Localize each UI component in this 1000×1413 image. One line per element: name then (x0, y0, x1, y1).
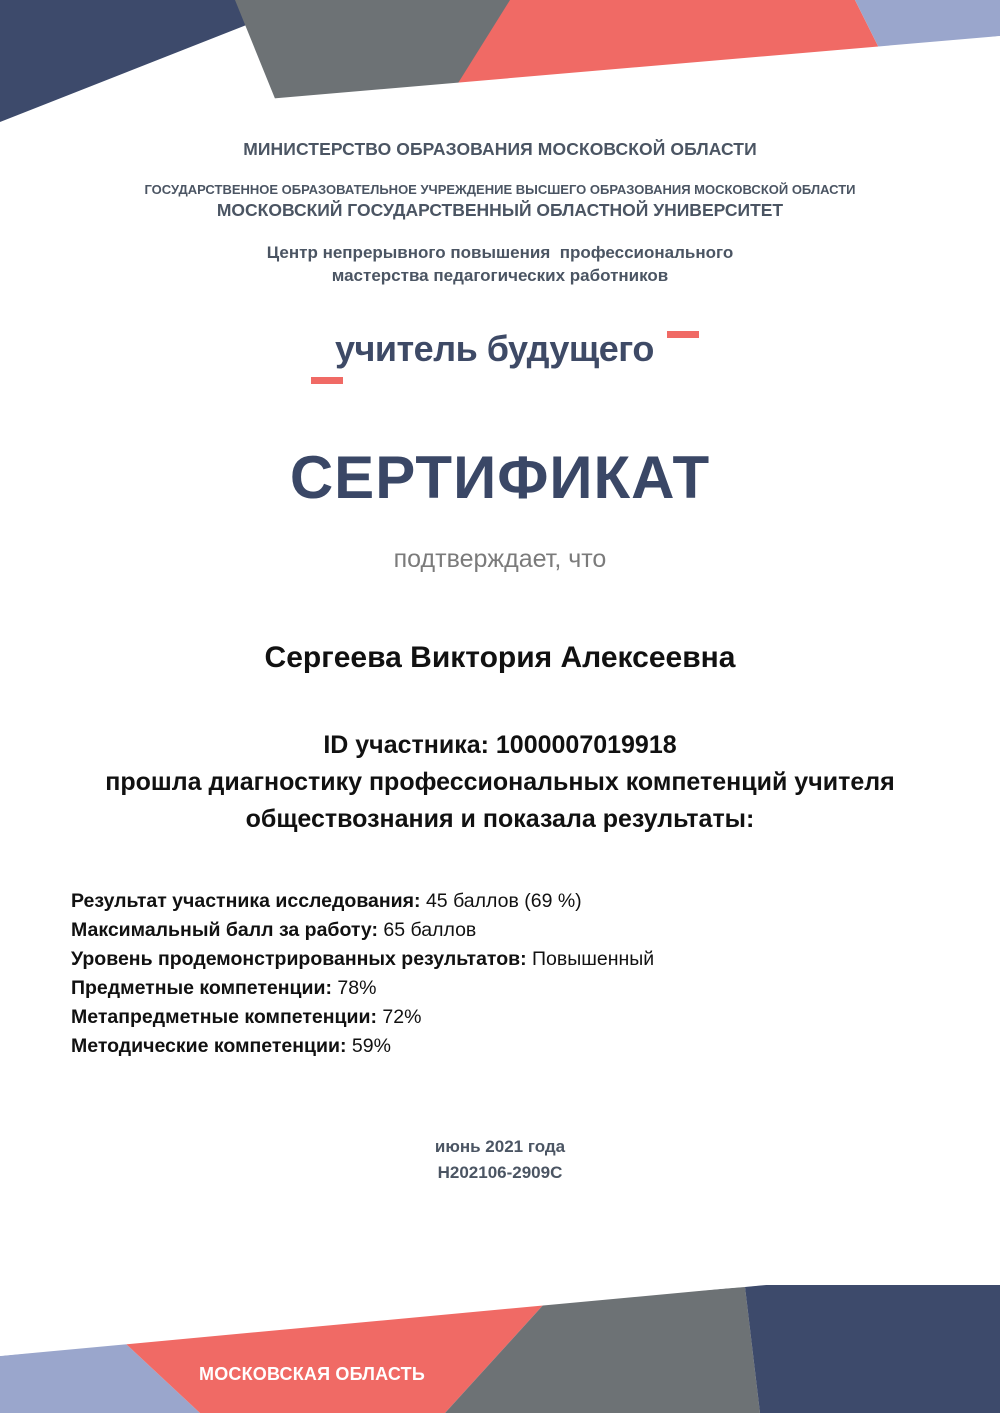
ministry-name: МИНИСТЕРСТВО ОБРАЗОВАНИЯ МОСКОВСКОЙ ОБЛАСТИ (243, 139, 757, 159)
result-row-level (71, 945, 951, 974)
region-label: МОСКОВСКАЯ ОБЛАСТЬ (199, 1364, 425, 1384)
university-name: МОСКОВСКИЙ ГОСУДАРСТВЕННЫЙ ОБЛАСТНОЙ УНИВЕРСИТЕТ (216, 200, 784, 220)
results-list (71, 887, 951, 1061)
result-value: 59% (346, 1035, 391, 1057)
result-row-max-score (71, 916, 951, 945)
result-label: Методические компетенции: (71, 1035, 347, 1057)
center-name (0, 241, 1000, 287)
result-value: 65 баллов (378, 919, 477, 941)
bottom-decorative-band (0, 1285, 1000, 1413)
center-name-line-1: Центр непрерывного повышения профессионального (266, 243, 734, 262)
result-row-score (71, 887, 951, 916)
certificate-title: СЕРТИФИКАТ (289, 444, 711, 511)
participant-id: ID участника: 1000007019918 (323, 731, 677, 759)
result-row-metasubject (71, 1003, 951, 1032)
confirms-text: подтверждает, что (393, 545, 607, 573)
result-label: Максимальный балл за работу: (71, 919, 379, 941)
participant-name: Сергеева Виктория Алексеевна (264, 641, 736, 674)
statement-block (0, 727, 1000, 838)
brand-accent-bar-bottom (311, 377, 343, 384)
result-value: 45 баллов (69 %) (420, 890, 582, 912)
result-label: Уровень продемонстрированных результатов: (71, 948, 527, 970)
center-name-line-2: мастерства педагогических работников (331, 266, 669, 285)
result-value: 72% (376, 1006, 422, 1028)
top-decorative-band (0, 0, 1000, 125)
certificate-code: Н202106-2909С (437, 1163, 563, 1182)
issue-date: июнь 2021 года (434, 1137, 566, 1156)
result-value: 78% (331, 977, 377, 999)
result-label: Результат участника исследования: (71, 890, 421, 912)
result-label: Предметные компетенции: (71, 977, 332, 999)
brand-logo (305, 325, 705, 390)
institution-type: ГОСУДАРСТВЕННОЕ ОБРАЗОВАТЕЛЬНОЕ УЧРЕЖДЕНИЕ ВЫСШЕГО ОБРАЗОВАНИЯ МОСКОВСКОЙ ОБЛАСТИ (144, 182, 856, 197)
statement-line-1: прошла диагностику профессиональных компетенций учителя (105, 768, 895, 796)
statement-line-2: обществознания и показала результаты: (245, 805, 755, 833)
brand-accent-bar-top (667, 331, 699, 338)
result-value: Повышенный (526, 948, 655, 970)
brand-name: учитель будущего (335, 328, 654, 369)
result-row-methodical (71, 1032, 951, 1061)
result-row-subject (71, 974, 951, 1003)
result-label: Метапредметные компетенции: (71, 1006, 377, 1028)
bottom-navy-shape (745, 1285, 1000, 1413)
